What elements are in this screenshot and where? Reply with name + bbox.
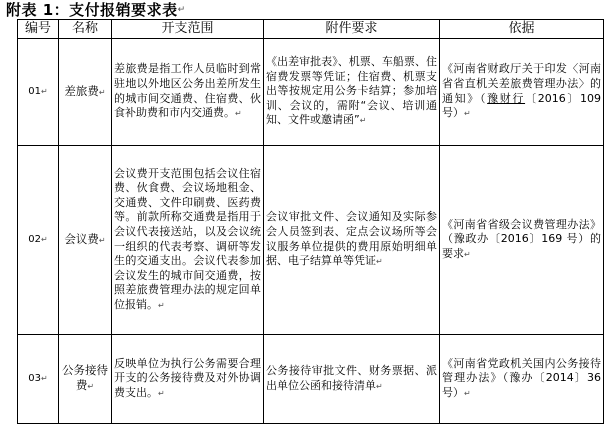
row-scope: 会议费开支范围包括会议住宿费、伙食费、会议场地租金、交通费、文件印刷费、医药费等。前款所称交通费是指用于会议代表接送站，以及会议统一组织的代表考察、调研等发生的交通支出。会议代表参加会议发生的城市间交通费，按照差旅费管理办法的规定回单位报销。↵ bbox=[112, 146, 264, 335]
table-title: 附表 1：支付报销要求表↵ bbox=[6, 1, 186, 19]
table-row bbox=[18, 39, 604, 146]
reimbursement-table bbox=[17, 19, 604, 424]
row-basis: 《河南省省级会议费管理办法》（豫政办〔2016〕169 号）的要求↵ bbox=[440, 146, 604, 335]
row-number: 03↵ bbox=[18, 335, 59, 424]
row-name: 公务接待费↵ bbox=[59, 335, 112, 424]
row-attachment: 公务接待审批文件、财务票据、派出单位公函和接待清单↵ bbox=[264, 335, 440, 424]
header-number: 编号 bbox=[18, 20, 59, 39]
row-basis: 《河南省财政厅关于印发〈河南省省直机关差旅费管理办法〉的通知》（豫财行〔2016〕109 号）↵ bbox=[440, 39, 604, 146]
table-row bbox=[18, 335, 604, 424]
header-attachment: 附件要求 bbox=[264, 20, 440, 39]
row-scope: 反映单位为执行公务需要合理开支的公务接待费及对外协调费支出。↵ bbox=[112, 335, 264, 424]
row-number: 02↵ bbox=[18, 146, 59, 335]
paragraph-mark-icon: ↵ bbox=[177, 5, 186, 15]
header-basis: 依据 bbox=[440, 20, 604, 39]
header-name: 名称 bbox=[59, 20, 112, 39]
row-scope: 差旅费是指工作人员临时到常驻地以外地区公务出差所发生的城市间交通费、住宿费、伙食补助费和市内交通费。↵ bbox=[112, 39, 264, 146]
header-scope: 开支范围 bbox=[112, 20, 264, 39]
row-name: 会议费↵ bbox=[59, 146, 112, 335]
row-name: 差旅费↵ bbox=[59, 39, 112, 146]
table-header-row bbox=[18, 20, 604, 39]
row-attachment: 《出差审批表》、机票、车船票、住宿费发票等凭证；住宿费、机票支出等按规定用公务卡结算；参加培训、会议的，需附“会议、培训通知、文件或邀请函”↵ bbox=[264, 39, 440, 146]
table-row bbox=[18, 146, 604, 335]
row-number: 01↵ bbox=[18, 39, 59, 146]
row-attachment: 会议审批文件、会议通知及实际参会人员签到表、定点会议场所等会议服务单位提供的费用原始明细单据、电子结算单等凭证↵ bbox=[264, 146, 440, 335]
row-basis: 《河南省党政机关国内公务接待管理办法》（豫办〔2014〕36 号）↵ bbox=[440, 335, 604, 424]
